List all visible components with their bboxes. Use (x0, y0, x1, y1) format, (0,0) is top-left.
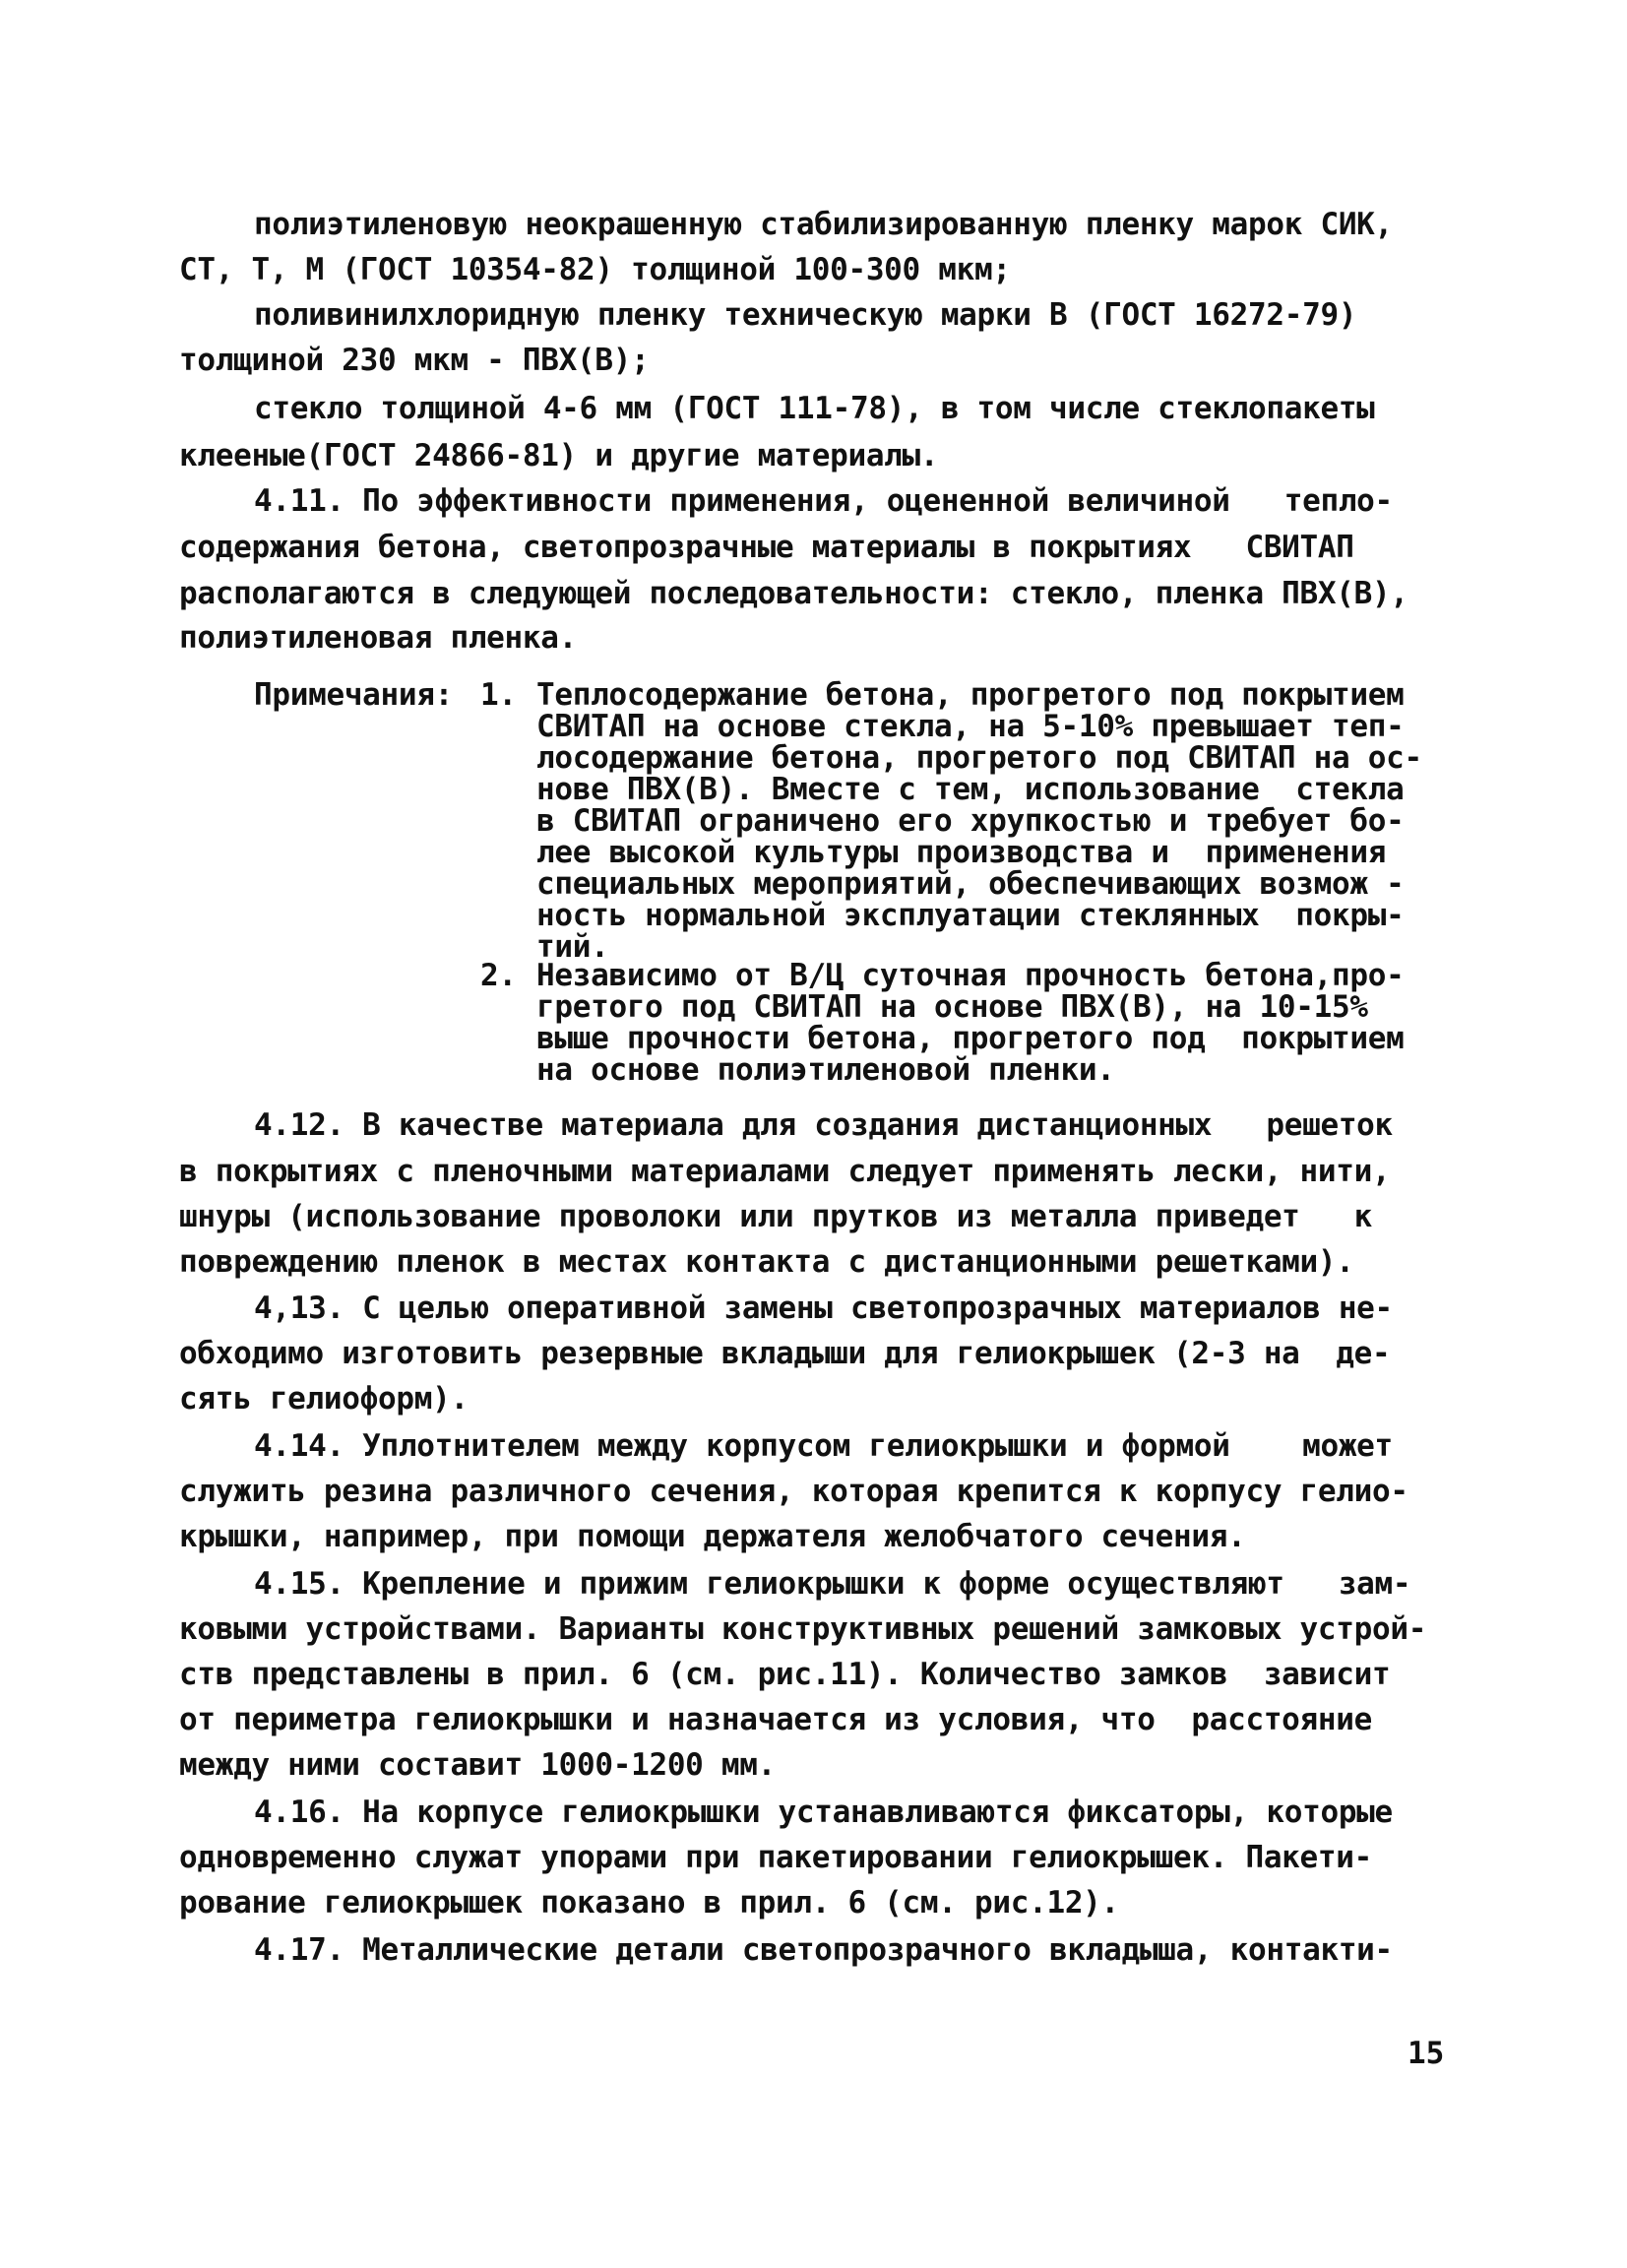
note-2-number: 2. (480, 958, 517, 993)
text-line: 4.12. В качестве материала для создания дистанционных решеток (254, 1107, 1393, 1143)
note-line: Независимо от В/Ц суточная прочность бетона,про- (536, 958, 1405, 993)
text-line: СТ, Т, М (ГОСТ 10354-82) толщиной 100-300 мкм; (179, 252, 1011, 287)
note-line: гретого под СВИТАП на основе ПВХ(В), на 10-15% (536, 989, 1368, 1025)
note-line: СВИТАП на основе стекла, на 5-10% превышает теп- (536, 709, 1405, 744)
text-line: стекло толщиной 4-6 мм (ГОСТ 111-78), в том числе стеклопакеты (254, 391, 1375, 426)
text-line: рование гелиокрышек показано в прил. 6 (см. рис.12). (179, 1885, 1119, 1921)
text-line: между ними составит 1000-1200 мм. (179, 1747, 776, 1783)
text-line: 4.14. Уплотнителем между корпусом гелиокрышки и формой может (254, 1428, 1393, 1464)
note-line: выше прочности бетона, прогретого под покрытием (536, 1021, 1405, 1056)
note-line: ность нормальной эксплуатации стеклянных покры- (536, 898, 1405, 933)
text-line: 4.11. По эффективности применения, оцененной величиной тепло- (254, 483, 1393, 519)
text-line: располагаются в следующей последовательности: стекло, пленка ПВХ(В), (179, 576, 1408, 611)
text-line: шнуры (использование проволоки или прутков из металла приведет к (179, 1199, 1372, 1234)
text-line: клееные(ГОСТ 24866-81) и другие материалы. (179, 438, 939, 473)
text-line: в покрытиях с пленочными материалами следует применять лески, нити, (179, 1154, 1391, 1189)
note-line: Теплосодержание бетона, прогретого под покрытием (536, 677, 1405, 713)
note-1-number: 1. (480, 677, 517, 713)
text-line: служить резина различного сечения, которая крепится к корпусу гелио- (179, 1474, 1408, 1509)
text-line: полиэтиленовую неокрашенную стабилизированную пленку марок СИК, (254, 207, 1393, 242)
text-line: содержания бетона, светопрозрачные материалы в покрытиях СВИТАП (179, 530, 1354, 565)
text-line: 4.15. Крепление и прижим гелиокрышки к форме осуществляют зам- (254, 1566, 1411, 1602)
note-line: на основе полиэтиленовой пленки. (536, 1052, 1115, 1088)
note-line: тий. (536, 929, 609, 965)
text-line: 4.17. Металлические детали светопрозрачного вкладыша, контакти- (254, 1932, 1393, 1968)
text-line: поливинилхлоридную пленку техническую марки В (ГОСТ 16272-79) (254, 297, 1357, 333)
text-line: 4,13. С целью оперативной замены светопрозрачных материалов не- (254, 1291, 1393, 1326)
text-line: обходимо изготовить резервные вкладыши для гелиокрышек (2-3 на де- (179, 1336, 1391, 1371)
note-line: лее высокой культуры производства и применения (536, 835, 1387, 870)
text-line: 4.16. На корпусе гелиокрышки устанавливаются фиксаторы, которые (254, 1795, 1393, 1830)
text-line: от периметра гелиокрышки и назначается из условия, что расстояние (179, 1702, 1372, 1737)
text-line: толщиной 230 мкм - ПВХ(В); (179, 343, 650, 378)
page-number: 15 (1408, 2036, 1445, 2071)
text-line: крышки, например, при помощи держателя желобчатого сечения. (179, 1519, 1246, 1554)
note-line: нове ПВХ(В). Вместе с тем, использование стекла (536, 772, 1405, 807)
text-line: полиэтиленовая пленка. (179, 620, 577, 656)
note-line: в СВИТАП ограничено его хрупкостью и требует бо- (536, 803, 1405, 839)
text-line: одновременно служат упорами при пакетировании гелиокрышек. Пакети- (179, 1840, 1372, 1875)
text-line: ковыми устройствами. Варианты конструктивных решений замковых устрой- (179, 1611, 1427, 1647)
note-line: специальных мероприятий, обеспечивающих возмож - (536, 866, 1405, 902)
text-line: сять гелиоформ). (179, 1381, 469, 1417)
note-line: лосодержание бетона, прогретого под СВИТАП на ос- (536, 740, 1422, 776)
notes-label: Примечания: (254, 677, 453, 713)
text-line: ств представлены в прил. 6 (см. рис.11). Количество замков зависит (179, 1657, 1391, 1692)
text-line: повреждению пленок в местах контакта с дистанционными решетками). (179, 1244, 1354, 1280)
